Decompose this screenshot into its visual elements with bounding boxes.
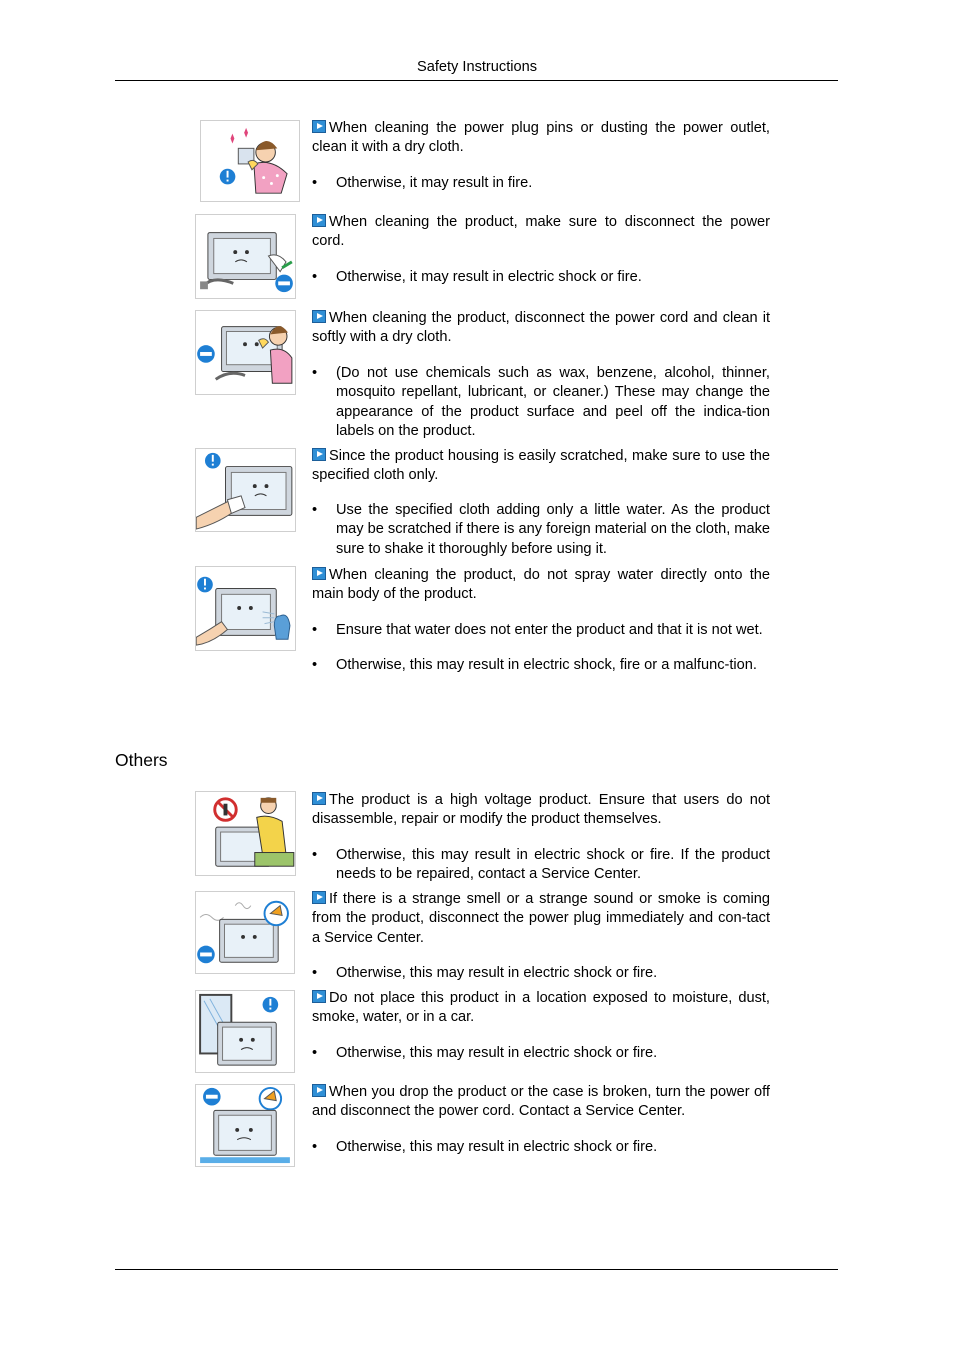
entry-text	[312, 890, 770, 1000]
play-arrow-icon	[312, 567, 326, 580]
entry-bullets	[312, 964, 770, 983]
bullet-item: • Ensure that water does not enter the product and that it is not wet.	[312, 621, 770, 640]
header-title: Safety Instructions	[416, 59, 538, 75]
entry-lead: If there is a strange smell or a strange sound or smoke is coming from the product, disconnect the power plug immediately and con-tact a Service Center.	[312, 891, 770, 946]
entry-text	[312, 309, 770, 457]
header-rule	[115, 80, 838, 81]
bullet-item: • Otherwise, it may result in fire.	[312, 174, 770, 193]
entry-lead: Do not place this product in a location exposed to moisture, dust, smoke, water, or in a car.	[312, 990, 770, 1026]
entry-lead: When cleaning the product, do not spray water directly onto the main body of the product.	[312, 567, 770, 603]
bullet-item: • Otherwise, this may result in electric shock or fire. If the product needs to be repaired, contact a Service Center.	[312, 846, 770, 885]
entry-lead: When cleaning the power plug pins or dusting the power outlet, clean it with a dry cloth.	[312, 120, 770, 156]
unplug-before-cleaning-illustration	[195, 214, 296, 299]
specified-cloth-illustration	[195, 448, 296, 532]
play-arrow-icon	[312, 891, 326, 904]
play-arrow-icon	[312, 310, 326, 323]
entry-lead: When cleaning the product, make sure to disconnect the power cord.	[312, 214, 770, 250]
play-arrow-icon	[312, 448, 326, 461]
entry-bullets	[312, 501, 770, 559]
dusting-outlet-illustration	[200, 120, 300, 202]
bullet-item: • Otherwise, this may result in electric shock, fire or a malfunc-tion.	[312, 656, 770, 675]
entry-bullets	[312, 268, 770, 287]
entry-bullets	[312, 1044, 770, 1063]
entry-text	[312, 566, 770, 692]
bullet-item: • (Do not use chemicals such as wax, benzene, alcohol, thinner, mosquito repellant, lubricant, or cleaner.) These may change the appearance of the product surface and peel off the indica-tion labels on the product.	[312, 364, 770, 442]
entry-bullets	[312, 621, 770, 676]
bullet-item: • Otherwise, this may result in electric shock or fire.	[312, 1044, 770, 1063]
moisture-dust-location-illustration	[195, 990, 295, 1073]
no-spray-water-illustration	[195, 566, 296, 651]
bullet-item: • Otherwise, this may result in electric shock or fire.	[312, 964, 770, 983]
entry-bullets	[312, 364, 770, 442]
entry-lead: When cleaning the product, disconnect the power cord and clean it softly with a dry cloth.	[312, 310, 770, 346]
entry-lead: Since the product housing is easily scratched, make sure to use the specified cloth only.	[312, 448, 770, 484]
bullet-item: • Use the specified cloth adding only a little water. As the product may be scratched if there is any foreign material on the cloth, make sure to shake it thoroughly before using it.	[312, 501, 770, 559]
entry-bullets	[312, 1138, 770, 1157]
play-arrow-icon	[312, 120, 326, 133]
entry-text	[312, 213, 770, 303]
play-arrow-icon	[312, 214, 326, 227]
entry-lead: The product is a high voltage product. Ensure that users do not disassemble, repair or modify the product themselves.	[312, 792, 770, 828]
entry-lead: When you drop the product or the case is broken, turn the power off and disconnect the power cord. Contact a Service Center.	[312, 1084, 770, 1120]
entry-text	[312, 119, 770, 209]
clean-softly-dry-cloth-illustration	[195, 310, 296, 395]
play-arrow-icon	[312, 792, 326, 805]
entry-bullets	[312, 174, 770, 193]
footer-rule	[115, 1269, 838, 1270]
play-arrow-icon	[312, 1084, 326, 1097]
no-disassembly-illustration	[195, 791, 296, 876]
entry-text	[312, 989, 770, 1079]
entry-bullets	[312, 846, 770, 885]
entry-text	[312, 791, 770, 901]
smoke-smell-unplug-illustration	[195, 891, 295, 974]
bullet-item: • Otherwise, it may result in electric shock or fire.	[312, 268, 770, 287]
play-arrow-icon	[312, 990, 326, 1003]
dropped-product-illustration	[195, 1084, 295, 1167]
entry-text	[312, 447, 770, 575]
bullet-item: • Otherwise, this may result in electric shock or fire.	[312, 1138, 770, 1157]
entry-text	[312, 1083, 770, 1173]
others-heading: Others	[115, 750, 168, 770]
